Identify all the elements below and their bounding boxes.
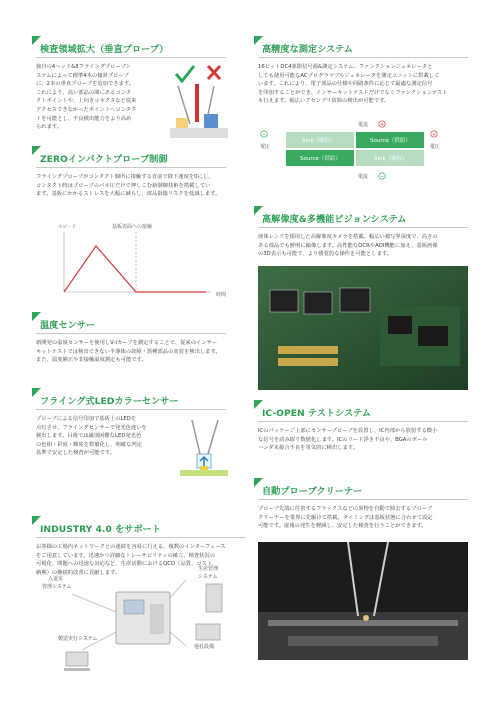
svg-text:Sink（吸収）: Sink（吸収）: [302, 138, 336, 144]
section-temp-sensor: [36, 316, 226, 365]
svg-text:Sink（吸収）: Sink（吸収）: [374, 156, 408, 162]
section-industry40: [36, 520, 246, 650]
section-title: 自動プローブクリーナー: [262, 486, 363, 497]
section-body: 液体レンズを採用した高解像度カメラを搭載。幅広い被写界深度で、高さの ある部品でも鮮明に撮像します。高性能なOCRやAOI機能に加え、基板画像 の3D表示も可能で、より感覚的な操作を可能とします。: [258, 234, 438, 258]
section-body: プローブ先端に付着するフラックスなどの異物を自動で除去するプローブ クリーナーを業界に先駆けて搭載。タイミングは基板状態に合わせて設定 可能です。虚報の発生を軽減し、安定した検査を行うことができます。: [258, 506, 433, 530]
section-header: [36, 520, 246, 538]
section-measurement: [258, 40, 468, 180]
svg-text:電圧: 電圧: [260, 144, 271, 150]
section-header: [36, 150, 226, 168]
svg-text:電流: 電流: [358, 174, 369, 180]
section-title: IC-OPEN テストシステム: [262, 408, 371, 419]
section-body: ICのパッケージ上部にセンサープローブを設置し、IC内部から放射する微小 な信号を読み取り数値化します。ICのリード浮き不良や、BGAのボール ハンダ未接合不良を電気的に検出します。: [258, 428, 438, 452]
vertical-probe-illustration: [168, 62, 230, 144]
section-led-sensor: [36, 392, 226, 458]
inout-label: 管理システム: [42, 584, 72, 590]
svg-text:Source（供給）: Source（供給）: [300, 156, 341, 162]
section-icopen: [258, 404, 468, 453]
speed-curve: [64, 246, 206, 292]
section-header: [36, 392, 226, 410]
section-header: [258, 404, 468, 422]
svg-text:電流: 電流: [358, 122, 369, 128]
section-vertical-probe: [36, 40, 226, 132]
section-body: 独自の4ヘッド&8フライングプローブシ ステムによって標準4本の傾斜プローブ に、2本の垂直プローブを追加できます。 これにより、高い部品の間にあるコンタ クトポイントや、上向きコネクタなど従来 アクセスできなかったポイントへコンタク トを可能とし、不良検出能力をより高め られます。: [36, 64, 137, 131]
speed-graph: [56, 218, 246, 308]
section-body: お客様の工場内ネットワークとの連続を容易に行える、複数のインターフェース をご用意しています。迅速かつ詳細なトレーサビリティの確立、検査状況の 可視化、問題への迅速な対応など、生産活動におけるQCD（品質、コスト、 納期）の継続的改善に貢献します。: [36, 544, 226, 576]
section-zero-impact: [36, 150, 227, 298]
svg-text:電圧: 電圧: [430, 144, 441, 150]
section-title: INDUSTRY 4.0 をサポート: [40, 524, 161, 535]
section-body: プローブによる信号印加で基板上のLEDを 点灯させ、フライングセンサーで発光色違いを 検出します。目視では識別困難なLED発光色 の色相・彩度・輝度を数値化し、明確な判定 基準で安定した検査が可能です。: [36, 416, 147, 457]
section-cleaner: [258, 482, 468, 531]
mes-label: 製造実行システム: [58, 636, 98, 642]
section-body: 新開発の温度センサーを使用しV-Iカーブを測定することで、従来のインサー キットテストでは検出できない半導体の故障・異種部品の実装を検出します。 また、温度補正や非接触温度測定も可能です。: [36, 340, 221, 364]
vision-photo: [258, 266, 468, 390]
section-title: 高精度な測定システム: [262, 44, 353, 55]
svg-text:−: −: [380, 174, 385, 180]
inout-label: 入退室: [48, 576, 64, 582]
led-sensor-illustration: [178, 418, 230, 480]
section-header: [258, 40, 468, 58]
svg-text:+: +: [432, 132, 437, 138]
machine-icon: [196, 624, 220, 640]
graph-note: 基板表面への接触: [112, 224, 153, 230]
check-mark-icon: [176, 66, 194, 81]
quadrant-diagram: [258, 120, 468, 190]
pc-icon: [66, 652, 88, 666]
section-title: 検査領域拡大（垂直プローブ）: [40, 44, 169, 55]
section-title: 温度センサー: [40, 320, 96, 331]
section-body: フライングプローブがコンタクト個所に接触する直前で降下速度を0にし、 コンタクト時はプローブのバネ圧だけで押しこむ新制御技術を搭載してい ます。基板にかかるストレスを大幅に減らし、部品損傷リスクを低減します。: [36, 174, 221, 198]
cleaner-photo: [258, 542, 468, 660]
section-header: [258, 210, 468, 228]
industry40-diagram: [36, 560, 246, 700]
section-body: 16ビットDC4象限信号源&測定システム、ファンクションジェネレータと しても使用可能なACプログラマブルジェネレータを測定ユニットに搭載して います。これにより、電子部品の仕様や回路条件に応じて最適な測定信号 を印加することができ、インサーキットテストだけでなくファンクションテスト も行えます。幅広いアセンブリ故障の検出が可能です。: [258, 64, 448, 105]
prod-label: 生産管理: [198, 566, 219, 572]
svg-text:−: −: [262, 132, 267, 138]
section-title: フライング式LEDカラーセンサー: [40, 396, 179, 407]
svg-text:Source（供給）: Source（供給）: [370, 138, 411, 144]
section-header: [36, 40, 226, 58]
other-label: 他社設備: [194, 644, 215, 650]
section-title: 高解像度&多機能ビジョンシステム: [262, 214, 407, 225]
section-vision: [258, 210, 468, 259]
prod-label: システム: [198, 574, 218, 580]
server-icon: [206, 584, 222, 612]
svg-text:+: +: [380, 122, 385, 128]
cross-mark-icon: [208, 66, 220, 79]
graph-ylabel: スピード: [58, 225, 77, 230]
graph-xlabel: 時間: [216, 292, 227, 298]
section-header: [258, 482, 468, 500]
section-title: ZEROインパクトプローブ制御: [40, 154, 168, 165]
section-header: [36, 316, 226, 334]
